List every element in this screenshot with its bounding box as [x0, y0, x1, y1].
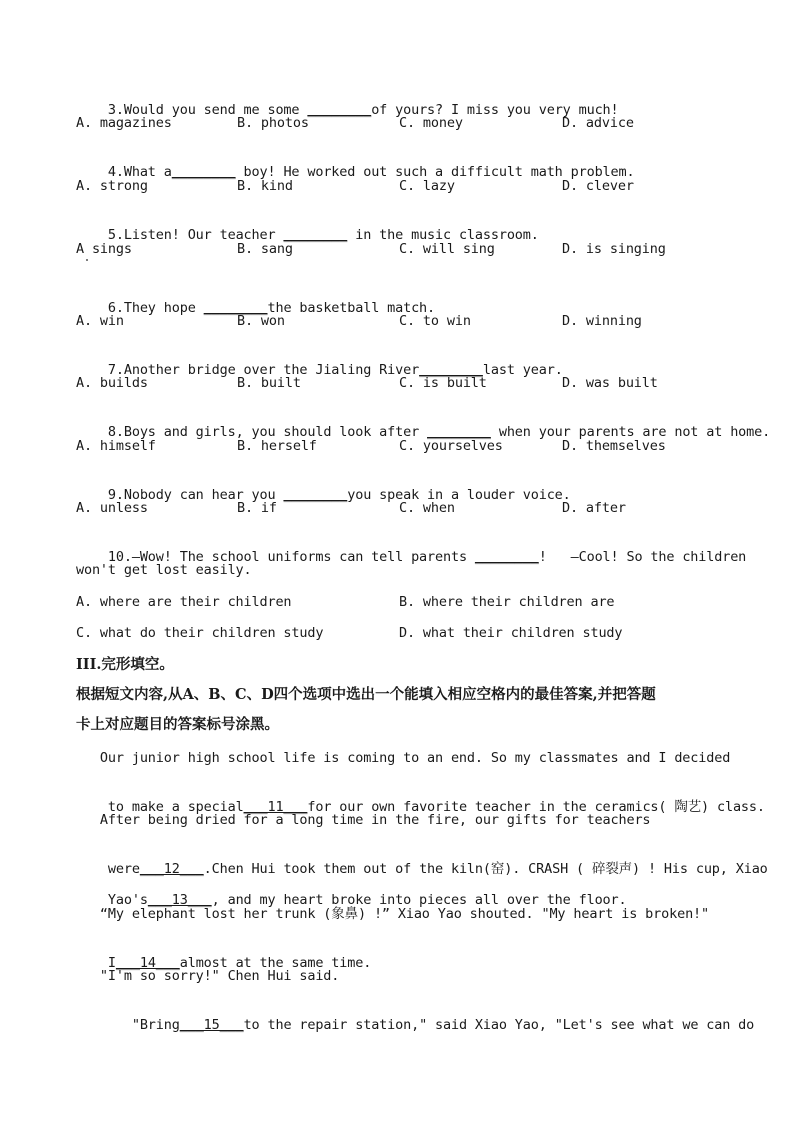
option-b: B. kind — [237, 178, 293, 194]
question-text: 6.They hope — [107, 300, 204, 316]
option-c: C. lazy — [399, 178, 455, 194]
cloze-blank-12: ___12___ — [139, 861, 204, 877]
option-a: A sings — [76, 241, 132, 257]
passage-text: Yao's — [107, 892, 148, 908]
option-c: C. what do their children study — [76, 625, 324, 641]
passage-line: "I'm so sorry!" Chen Hui said. — [76, 968, 340, 984]
option-a: A. where are their children — [76, 594, 292, 610]
option-a: A. builds — [76, 375, 148, 391]
question-10-continued: won't get lost easily. — [76, 562, 252, 578]
option-d: D. themselves — [562, 438, 666, 454]
question-9 — [76, 468, 571, 522]
question-text: you speak in a louder voice. — [347, 487, 571, 503]
option-c: C. when — [399, 500, 455, 516]
question-text: 8.Boys and girls, you should look after — [107, 424, 428, 440]
passage-line — [76, 998, 754, 1052]
option-b: B. sang — [237, 241, 293, 257]
answer-blank: ________ — [419, 362, 483, 378]
option-c: C. money — [399, 115, 463, 131]
question-4 — [76, 145, 634, 199]
option-c: C. will sing — [399, 241, 495, 257]
option-a: A. strong — [76, 178, 148, 194]
question-text: boy! He worked out such a difficult math problem. — [235, 164, 635, 180]
option-d: D. is singing — [562, 241, 666, 257]
cloze-blank-11: ___11___ — [243, 799, 308, 815]
question-text: 4.What a — [107, 164, 172, 180]
answer-blank: ________ — [171, 164, 236, 180]
question-text: 10.—Wow! The school uniforms can tell parents — [107, 549, 475, 565]
section-instruction: 根据短文内容,从A、B、C、D四个选项中选出一个能填入相应空格内的最佳答案,并把答题 — [76, 686, 656, 703]
question-7 — [76, 343, 563, 397]
section-heading: III.完形填空。 — [76, 656, 174, 673]
option-d: D. what their children study — [399, 625, 623, 641]
passage-text: almost at the same time. — [179, 955, 372, 971]
passage-text: to the repair station," said Xiao Yao, "Let's see what we can do — [243, 1017, 755, 1033]
passage-text: I — [107, 955, 116, 971]
option-a: A. win — [76, 313, 124, 329]
option-d: D. advice — [562, 115, 634, 131]
option-b: B. where their children are — [399, 594, 615, 610]
cloze-blank-14: ___14___ — [115, 955, 180, 971]
option-b: B. won — [237, 313, 285, 329]
passage-text: for our own favorite teacher in the ceramics( 陶艺) class. — [307, 799, 765, 815]
passage-text: to make a special — [107, 799, 244, 815]
answer-blank: ________ — [203, 300, 268, 316]
passage-text: , and my heart broke into pieces all over the floor. — [211, 892, 627, 908]
cloze-blank-13: ___13___ — [147, 892, 212, 908]
option-b: B. built — [237, 375, 301, 391]
section-instruction-continued: 卡上对应题目的答案标号涂黑。 — [76, 716, 279, 733]
answer-blank: ________ — [427, 424, 491, 440]
stray-dot — [86, 259, 88, 261]
question-text: 7.Another bridge over the Jialing River — [107, 362, 420, 378]
question-text: ! —Cool! So the children — [538, 549, 747, 565]
question-text: 9.Nobody can hear you — [107, 487, 284, 503]
option-b: B. herself — [237, 438, 317, 454]
passage-text: "Bring — [107, 1017, 180, 1033]
question-text: of yours? I miss you very much! — [371, 102, 619, 118]
option-d: D. winning — [562, 313, 642, 329]
option-c: C. yourselves — [399, 438, 503, 454]
passage-line: Our junior high school life is coming to an end. So my classmates and I decided — [76, 750, 731, 766]
option-b: B. if — [237, 500, 277, 516]
option-d: D. clever — [562, 178, 634, 194]
passage-text: .Chen Hui took them out of the kiln(窑). CRASH ( 碎裂声) ! His cup, Xiao — [203, 861, 768, 877]
question-text: 3.Would you send me some — [107, 102, 308, 118]
option-c: C. is built — [399, 375, 487, 391]
option-a: A. magazines — [76, 115, 172, 131]
question-text: when your parents are not at home. — [490, 424, 771, 440]
passage-line: “My elephant lost her trunk (象鼻) !” Xiao Yao shouted. "My heart is broken!" — [76, 906, 710, 922]
option-d: D. after — [562, 500, 626, 516]
answer-blank: ________ — [307, 102, 372, 118]
question-text: in the music classroom. — [347, 227, 539, 243]
option-a: A. unless — [76, 500, 148, 516]
passage-text: were — [107, 861, 140, 877]
cloze-blank-15: ___15___ — [179, 1017, 244, 1033]
answer-blank: ________ — [283, 227, 348, 243]
question-text: last year. — [482, 362, 563, 378]
option-a: A. himself — [76, 438, 156, 454]
option-b: B. photos — [237, 115, 309, 131]
option-d: D. was built — [562, 375, 658, 391]
passage-line: After being dried for a long time in the fire, our gifts for teachers — [76, 812, 651, 828]
answer-blank: ________ — [283, 487, 348, 503]
answer-blank: ________ — [474, 549, 539, 565]
question-text: the basketball match. — [267, 300, 436, 316]
option-c: C. to win — [399, 313, 471, 329]
question-text: 5.Listen! Our teacher — [107, 227, 284, 243]
